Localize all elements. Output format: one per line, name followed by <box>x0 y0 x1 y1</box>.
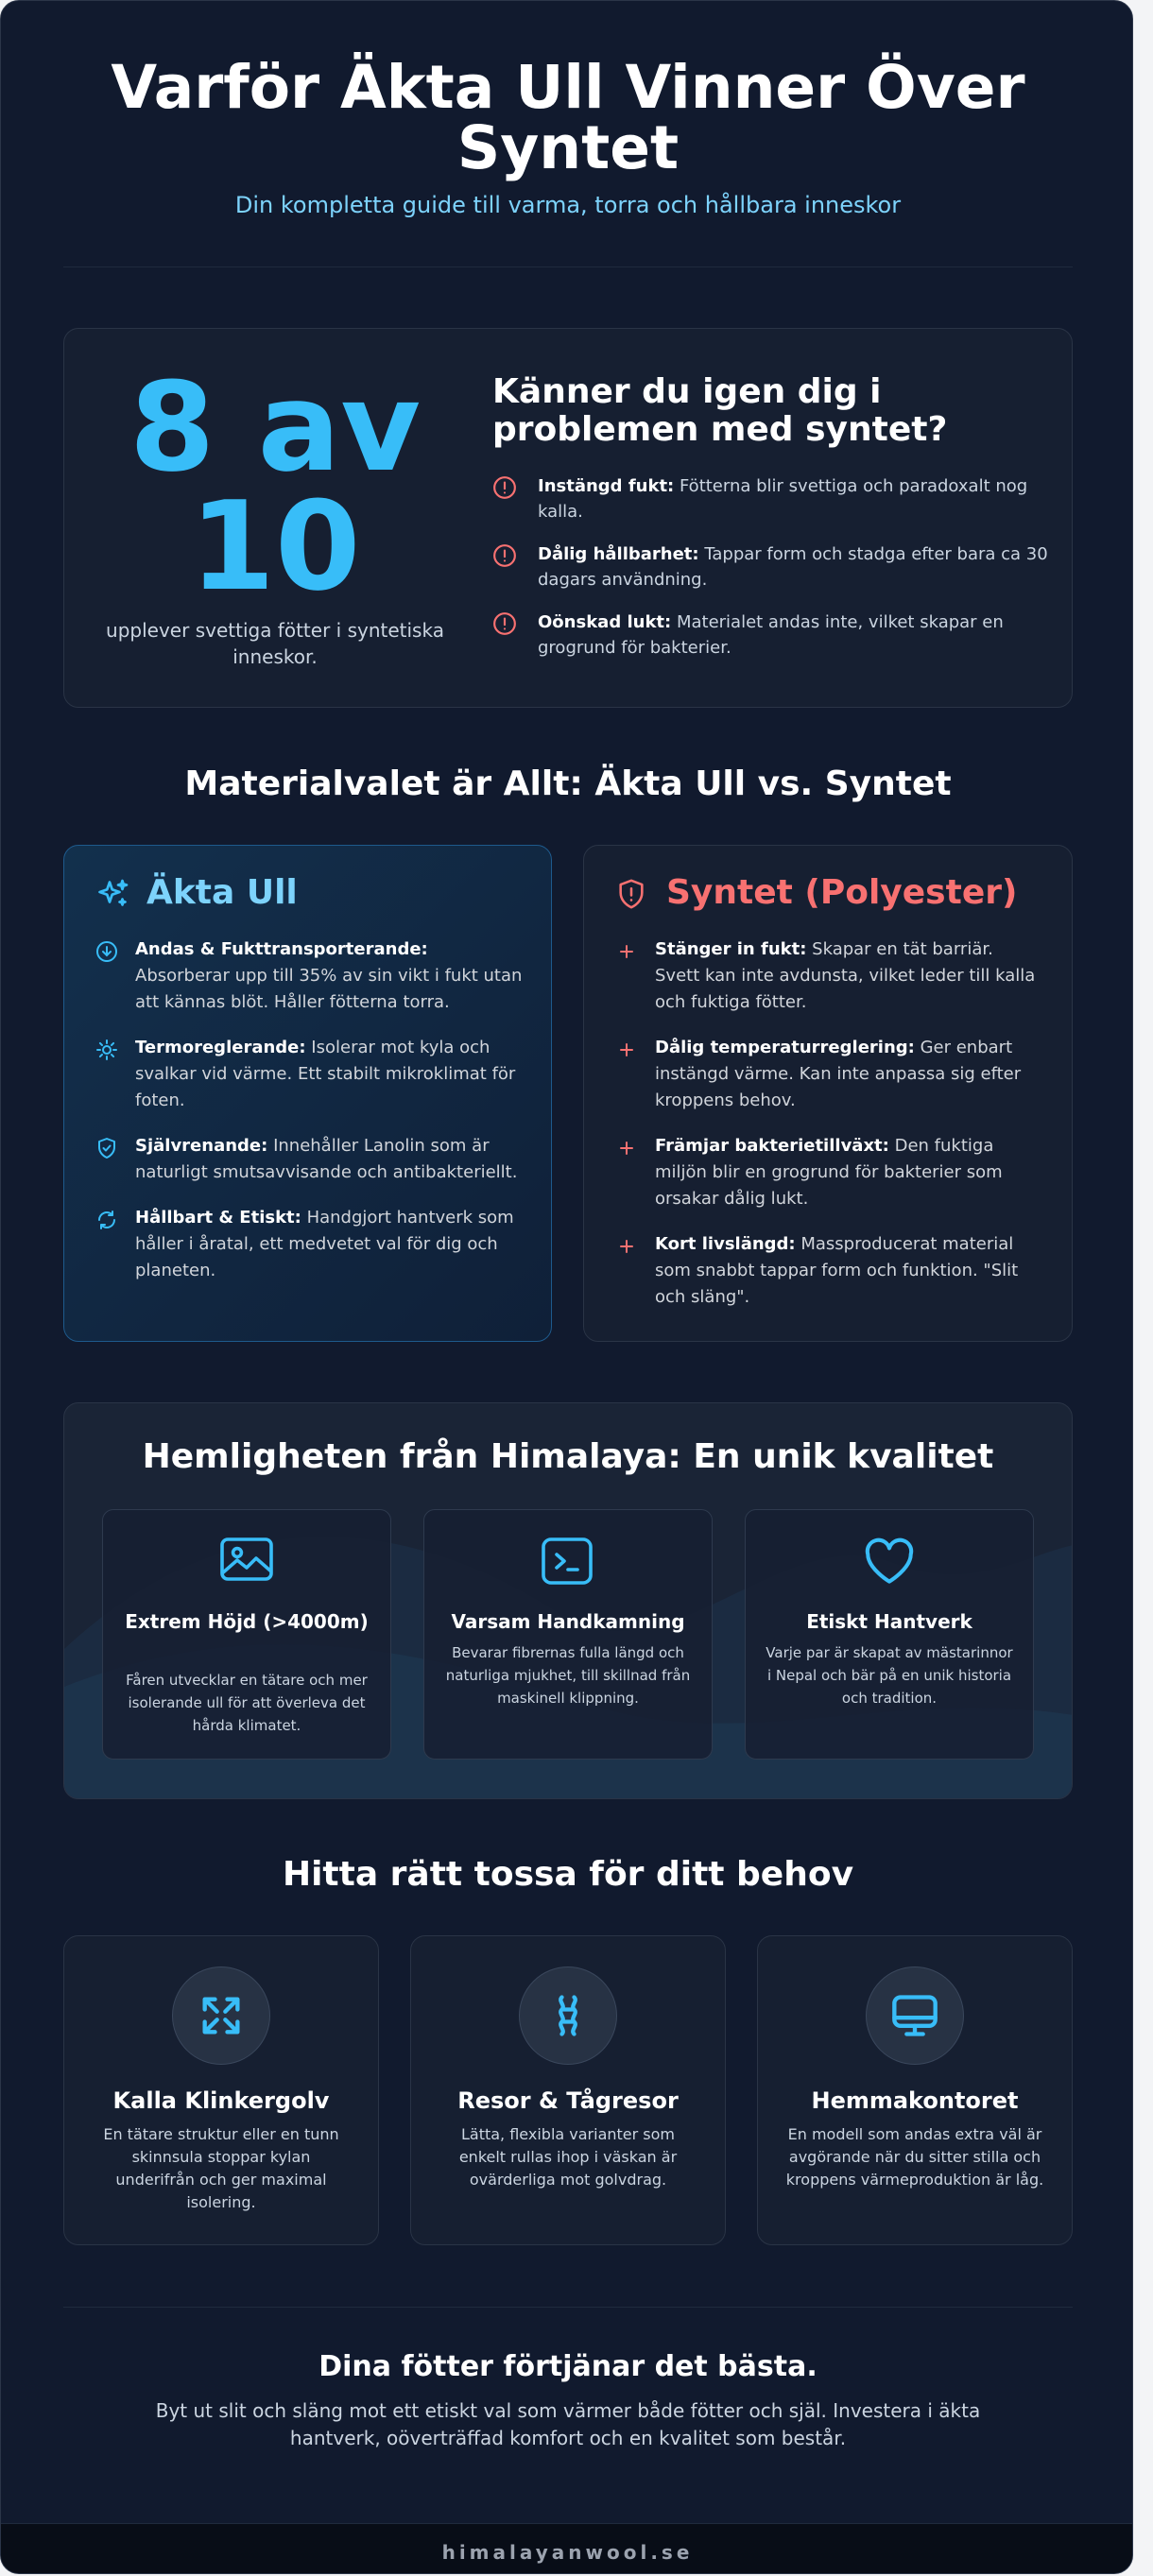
wool-item-text: Isolerar mot kyla och svalkar vid värme. Ett stabilt mikroklimat för foten. <box>135 1038 516 1110</box>
feature-text: Varje par är skapat av mästarinnor i Nepal och bär på en unik historia och tradition. <box>766 1644 1013 1707</box>
use-case-text: En modell som andas extra väl är avgörande när du sitter stilla och kroppens värmeproduktion är låg. <box>785 2125 1044 2189</box>
wool-item-text: Handgjort hantverk som håller i åratal, ett medvetet val för dig och planeten. <box>135 1208 514 1280</box>
page-title: Varför Äkta Ull Vinner Över Syntet <box>111 53 1025 182</box>
monitor-icon <box>890 1991 939 2044</box>
alert-circle-icon <box>492 611 517 644</box>
synthetic-item-text: Ger enbart instängd värme. Kan inte anpassa sig efter kroppens behov. <box>655 1038 1022 1110</box>
wool-item-title: Hållbart & Etiskt: <box>135 1208 301 1228</box>
synthetic-item-text: Den fuktiga miljön blir en grogrund för bakterier som orsakar dålig lukt. <box>655 1136 1003 1209</box>
plus-icon <box>615 1039 638 1070</box>
page-subtitle: Din kompletta guide till varma, torra och hållbara inneskor <box>234 192 902 218</box>
wind-flex-icon <box>543 1991 593 2044</box>
heart-icon <box>863 1537 916 1589</box>
synthetic-item-title: Främjar bakterietillväxt: <box>655 1136 889 1156</box>
divider <box>63 2307 1073 2308</box>
shield-alert-icon <box>615 878 647 914</box>
feature-title: Etiskt Hantverk <box>806 1610 972 1633</box>
use-case-title: Resor & Tågresor <box>457 2087 679 2114</box>
wool-title: Äkta Ull <box>146 873 298 912</box>
problems-heading: Känner du igen dig i problemen med syntet? <box>492 372 948 449</box>
site-domain[interactable]: himalayanwool.se <box>441 2541 694 2564</box>
wool-item-text: Innehåller Lanolin som är naturligt smutsavvisande och antibakteriellt. <box>135 1136 518 1182</box>
terminal-icon <box>542 1537 593 1589</box>
plus-icon <box>615 1137 638 1168</box>
synthetic-item-text: Massproducerat material som snabbt tappar form och funktion. "Slit och släng". <box>655 1234 1019 1307</box>
problem-title: Instängd fukt: <box>538 476 675 496</box>
synthetic-item-title: Stänger in fukt: <box>655 939 807 959</box>
wool-item-title: Andas & Fukttransporterande: <box>135 939 428 959</box>
wool-item-title: Självrenande: <box>135 1136 268 1156</box>
plus-icon <box>615 1235 638 1266</box>
synthetic-item-title: Kort livslängd: <box>655 1234 796 1254</box>
sun-icon <box>95 1039 118 1070</box>
himalaya-heading: Hemligheten från Himalaya: En unik kvalitet <box>142 1437 994 1476</box>
plus-icon <box>615 940 638 971</box>
feature-text: Fåren utvecklar en tätare och mer isolerande ull för att överleva det hårda klimatet. <box>126 1672 368 1734</box>
shield-check-icon <box>95 1137 118 1168</box>
problem-text: Tappar form och stadga efter bara ca 30 dagars användning. <box>538 544 1048 590</box>
problem-text: Materialet andas inte, vilket skapar en grogrund för bakterier. <box>538 612 1004 658</box>
use-case-text: Lätta, flexibla varianter som enkelt rullas ihop i väskan är ovärderliga mot golvdrag. <box>458 2125 678 2189</box>
socks-heading: Hitta rätt tossa för ditt behov <box>282 1855 854 1894</box>
mountain-image-icon <box>220 1537 273 1585</box>
alert-circle-icon <box>492 475 517 507</box>
alert-circle-icon <box>492 543 517 575</box>
problem-title: Dålig hållbarhet: <box>538 544 699 564</box>
feature-title: Extrem Höjd (>4000m) <box>125 1610 369 1633</box>
expand-arrows-icon <box>197 1991 246 2044</box>
use-case-title: Hemmakontoret <box>811 2087 1019 2114</box>
synthetic-item-title: Dålig temperaturreglering: <box>655 1038 915 1057</box>
feature-title: Varsam Handkamning <box>451 1610 685 1633</box>
footer-text: Byt ut slit och släng mot ett etiskt val som värmer både fötter och själ. Investera i äkta hantverk, oöverträffad komfort och en kvalitet som består. <box>155 2399 981 2449</box>
sparkles-icon <box>95 878 129 916</box>
stat-caption: upplever svettiga fötter i syntetiska inneskor. <box>106 619 444 668</box>
wool-item-title: Termoreglerande: <box>135 1038 306 1057</box>
divider <box>63 266 1073 267</box>
problem-text: Fötterna blir svettiga och paradoxalt nog kalla. <box>538 476 1028 522</box>
arrow-down-circle-icon <box>95 940 118 971</box>
use-case-title: Kalla Klinkergolv <box>112 2087 330 2114</box>
comparison-heading: Materialvalet är Allt: Äkta Ull vs. Syntet <box>184 764 952 803</box>
use-case-text: En tätare struktur eller en tunn skinnsula stoppar kylan underifrån och ger maximal isolering. <box>103 2125 339 2211</box>
feature-text: Bevarar fibrernas fulla längd och naturliga mjukhet, till skillnad från maskinell klippning. <box>445 1644 691 1707</box>
synthetic-item-text: Skapar en tät barriär. Svett kan inte avdunsta, vilket leder till kalla och fuktiga fötter. <box>655 939 1036 1012</box>
synthetic-title: Syntet (Polyester) <box>666 873 1018 912</box>
recycle-icon <box>95 1209 118 1240</box>
problem-title: Oönskad lukt: <box>538 612 672 632</box>
footer-heading: Dina fötter förtjänar det bästa. <box>318 2350 817 2383</box>
stat-value: 8 av 10 <box>129 355 422 618</box>
wool-item-text: Absorberar upp till 35% av sin vikt i fukt utan att kännas blöt. Håller fötterna torra. <box>135 966 523 1012</box>
